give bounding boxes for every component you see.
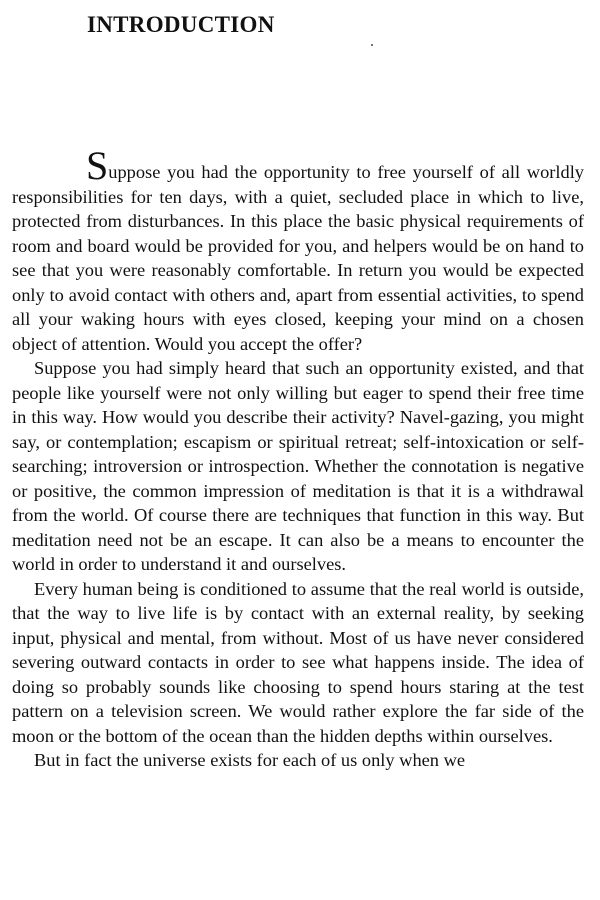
body-text bbox=[12, 143, 584, 773]
paragraph-4: But in fact the universe exists for each of us only when we bbox=[34, 750, 466, 770]
paragraph-2: Suppose you had simply heard that such an opportunity existed, and that people like yourself were not only willing but eager to spend their free time in this way. How would you describe their activity? Navel-gazing, you might say, or contemplation; escapism or spiritual retreat; self-intoxication or self-searching; introversion or introspection. Whether the connotation is negative or positive, the common impression of meditation is that it is a withdrawal from the world. Of course there are techniques that function in this way. But meditation need not be an escape. It can also be a means to encounter the world in order to understand it and ourselves. bbox=[12, 358, 584, 574]
drop-cap: S bbox=[86, 143, 109, 188]
paragraph-1-text: uppose you had the opportunity to free yourself of all worldly responsibilities for ten days, with a quiet, secluded place in which to live, protected from disturbances. In this place the basic physical requirements of room and board would be provided for you, and helpers would be on hand to see that you were reasonably comfortable. In return you would be expected only to avoid contact with others and, apart from essential activities, to spend all your waking hours with eyes closed, keeping your mind on a chosen object of attention. Would you accept the offer? bbox=[12, 162, 584, 354]
print-speck bbox=[371, 44, 373, 46]
paragraph-1 bbox=[12, 143, 584, 356]
chapter-heading: INTRODUCTION bbox=[87, 12, 275, 37]
paragraph-3: Every human being is conditioned to assume that the real world is outside, that the way to live life is by contact with an external reality, by seeking input, physical and mental, from without. Most of us have never considered severing outward contacts in order to see what happens inside. The idea of doing so probably sounds like choosing to spend hours staring at the test pattern on a television screen. We would rather explore the far side of the moon or the bottom of the ocean than the hidden depths within ourselves. bbox=[12, 578, 584, 746]
